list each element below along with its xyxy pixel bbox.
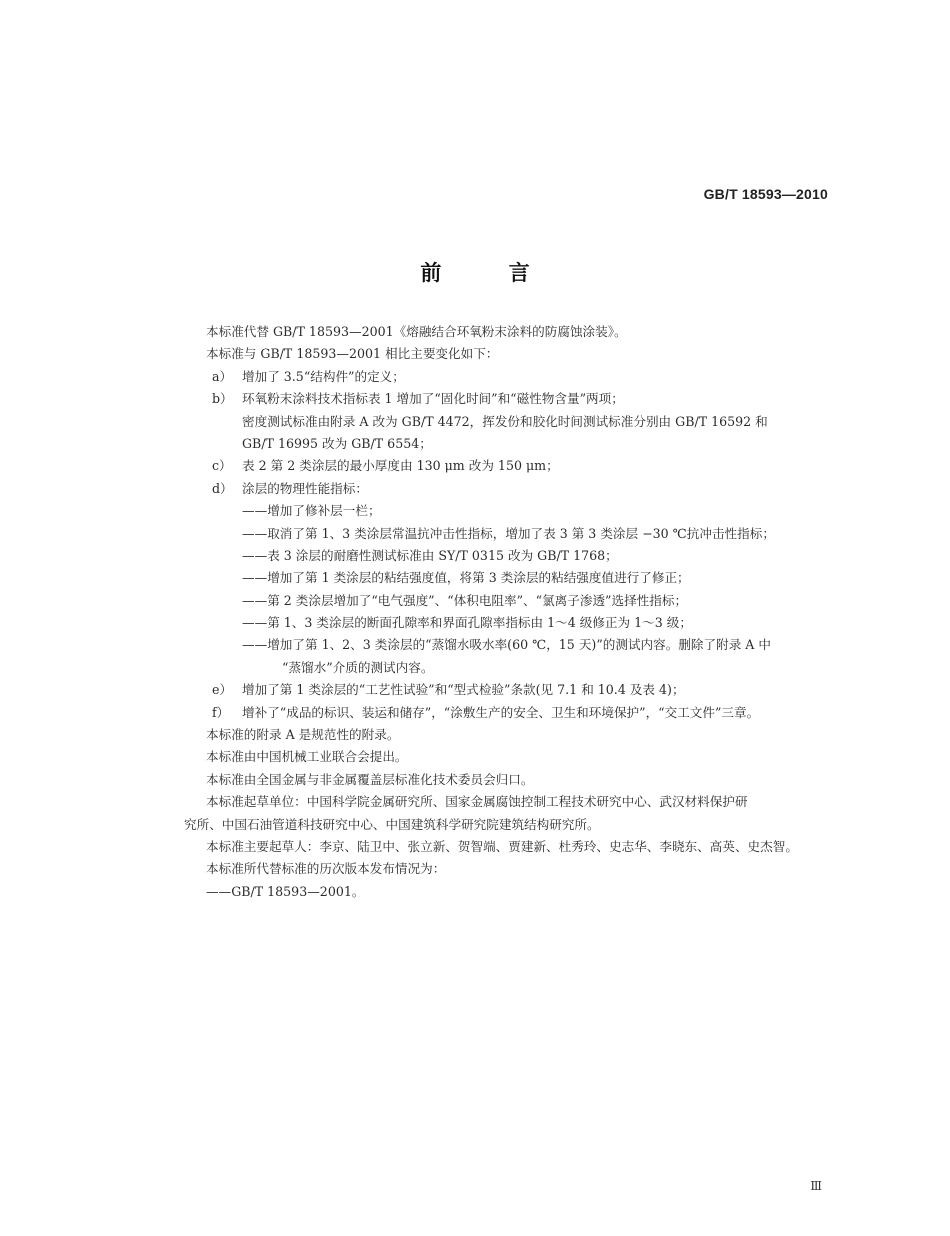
- paragraph-appendix: 本标准的附录 A 是规范性的附录。: [206, 727, 400, 743]
- dash-item: ——增加了第 1、2、3 类涂层的“蒸馏水吸水率(60 ℃，15 天)”的测试内容。删除了附录 A 中: [242, 637, 771, 653]
- list-marker: e）: [212, 682, 233, 698]
- dash-item: ——第 1、3 类涂层的断面孔隙率和界面孔隙率指标由 1～4 级修正为 1～3 级；: [242, 615, 692, 631]
- dash-item: ——增加了第 1 类涂层的粘结强度值，将第 3 类涂层的粘结强度值进行了修正；: [242, 570, 690, 586]
- dash-item: ——增加了修补层一栏；: [242, 503, 381, 519]
- foreword-body: [184, 321, 836, 903]
- dash-item: ——取消了第 1、3 类涂层常温抗冲击性指标，增加了表 3 第 3 类涂层 −30 ℃抗冲击性指标；: [242, 525, 775, 541]
- list-marker: f）: [212, 704, 230, 720]
- page-title: 前 言: [420, 261, 560, 285]
- list-item-e: [206, 679, 836, 701]
- list-item-d: [206, 478, 836, 500]
- list-item-text: 环氧粉末涂料技术指标表 1 增加了“固化时间”和“磁性物含量”两项；: [242, 391, 624, 407]
- paragraph-proposed-by: 本标准由中国机械工业联合会提出。: [206, 749, 408, 765]
- page-number: Ⅲ: [810, 1179, 822, 1193]
- list-item-text: 表 2 第 2 类涂层的最小厚度由 130 μm 改为 150 μm；: [242, 458, 559, 474]
- paragraph-history-intro: 本标准所代替标准的历次版本发布情况为：: [206, 861, 446, 877]
- list-item-b-continuation: 密度测试标准由附录 A 改为 GB/T 4472，挥发份和胶化时间测试标准分别由 GB/T 16592 和: [242, 413, 768, 429]
- list-marker: d）: [212, 480, 233, 496]
- list-item-b-continuation: GB/T 16995 改为 GB/T 6554；: [242, 435, 432, 451]
- list-marker: a）: [212, 368, 233, 384]
- paragraph-replaces: 本标准代替 GB/T 18593—2001《熔融结合环氧粉末涂料的防腐蚀涂装》。: [206, 324, 627, 339]
- list-item-f: [206, 702, 836, 724]
- list-item-b: [206, 388, 836, 410]
- dash-item: ——表 3 涂层的耐磨性测试标准由 SY/T 0315 改为 GB/T 1768；: [242, 547, 618, 563]
- paragraph-drafters: 本标准主要起草人：李京、陆卫中、张立新、贺智端、贾建新、杜秀玲、史志华、李晓东、高英、史杰智。: [206, 838, 798, 854]
- list-item-text: 增加了第 1 类涂层的“工艺性试验”和“型式检验”条款(见 7.1 和 10.4 及表 4)；: [242, 682, 685, 698]
- list-item-c: [206, 455, 836, 477]
- dash-item: ——第 2 类涂层增加了“电气强度”、“体积电阻率”、“氯离子渗透”选择性指标；: [242, 592, 688, 608]
- list-item-text: 增补了“成品的标识、装运和储存”，“涂敷生产的安全、卫生和环境保护”，“交工文件”三章。: [242, 704, 760, 720]
- dash-item-continuation: “蒸馏水”介质的测试内容。: [282, 659, 434, 675]
- paragraph-drafting-units: 本标准起草单位：中国科学院金属研究所、国家金属腐蚀控制工程技术研究中心、武汉材料保护研: [206, 794, 748, 810]
- list-marker: c）: [212, 458, 232, 474]
- list-marker: b）: [212, 391, 233, 407]
- list-item-text: 增加了 3.5“结构件”的定义；: [242, 368, 405, 384]
- paragraph-drafting-units-continuation: 究所、中国石油管道科技研究中心、中国建筑科学研究院建筑结构研究所。: [184, 816, 600, 832]
- paragraph-administered-by: 本标准由全国金属与非金属覆盖层标准化技术委员会归口。: [206, 771, 534, 787]
- standard-number: GB/T 18593—2010: [703, 186, 828, 202]
- list-item-text: 涂层的物理性能指标：: [242, 480, 368, 496]
- paragraph-changes-intro: 本标准与 GB/T 18593—2001 相比主要变化如下：: [206, 346, 499, 362]
- paragraph-history-item: ——GB/T 18593—2001。: [206, 883, 365, 899]
- list-item-a: [206, 366, 836, 388]
